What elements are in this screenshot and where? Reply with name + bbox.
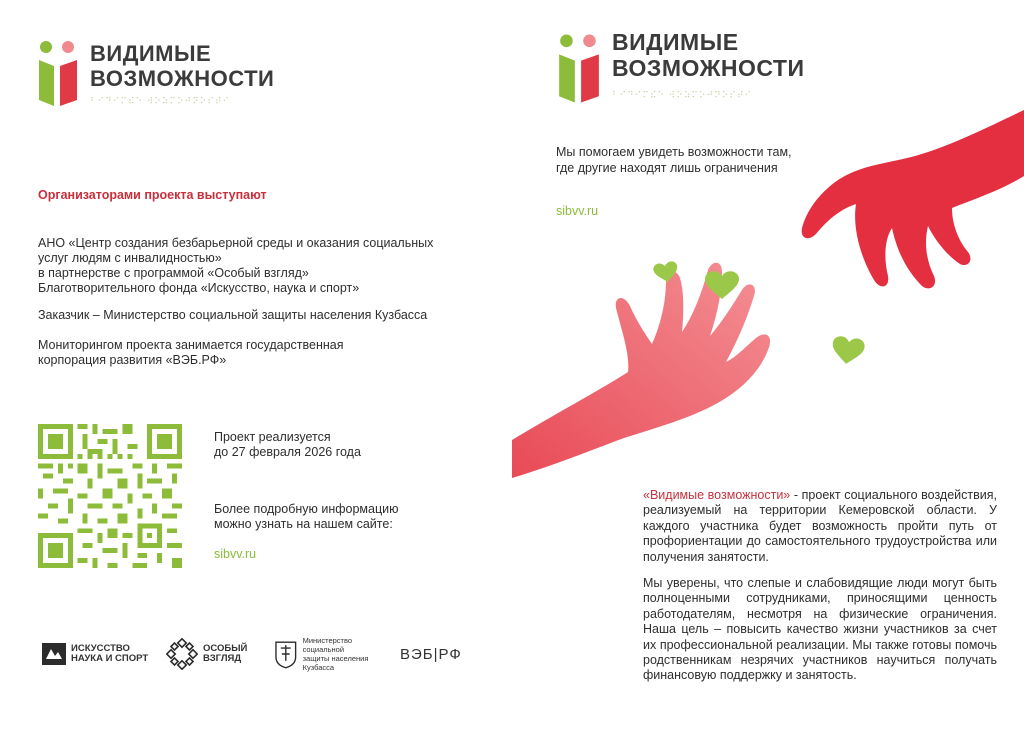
- brand-name: [612, 30, 805, 82]
- partner-logos: [42, 636, 492, 672]
- project-description-text: - проект социального воздействия, реализуемый на территории Кемеровской области. У каждого участника будет возможность пройти путь от профориентации до самостоятельного трудоустройства или получения занятости.: [643, 488, 997, 564]
- more-info-text: [214, 502, 399, 532]
- braille-text: ⠃⠊⠙⠊⠍⠮⠑ ⠺⠕⠵⠍⠕⠚⠝⠕⠎⠞⠊: [612, 90, 753, 100]
- osobyi-line: ОСОБЫЙ: [203, 643, 248, 654]
- osobyi-line: ВЗГЛЯД: [203, 653, 242, 664]
- qr-code[interactable]: [38, 424, 182, 568]
- osobyi-vzglyad-label: [203, 644, 247, 664]
- more-info-line: Более подробную информацию: [214, 502, 399, 516]
- ministry-line: защиты населения: [302, 654, 369, 663]
- brand-logo-icon: [556, 32, 602, 104]
- brand-name: [90, 42, 274, 91]
- organizers-list: [38, 236, 468, 296]
- iskusstvo-label: [71, 644, 148, 664]
- site-link[interactable]: sibvv.ru: [556, 204, 599, 218]
- braille-text: ⠃⠊⠙⠊⠍⠮⠑ ⠺⠕⠵⠍⠕⠚⠝⠕⠎⠞⠊: [90, 96, 231, 106]
- organizers-line: в партнерстве с программой «Особый взгляд»: [38, 266, 309, 280]
- veb-logo-text: ВЭБ|РФ: [400, 645, 462, 663]
- brand-line1: ВИДИМЫЕ: [90, 41, 212, 66]
- coat-of-arms-icon: [274, 639, 298, 669]
- brand-line2: ВОЗМОЖНОСТИ: [90, 65, 275, 91]
- ministry-line: Кузбасса: [302, 663, 335, 672]
- partner-ministry: [274, 636, 394, 672]
- project-deadline-line: до 27 февраля 2026 года: [214, 445, 361, 459]
- brand-logo-icon: [36, 40, 80, 106]
- partner-veb: [400, 636, 490, 672]
- slogan-line: Мы помогаем увидеть возможности там,: [556, 145, 792, 159]
- osobyi-vzglyad-logo-icon: [166, 638, 198, 670]
- organizers-line: АНО «Центр создания безбарьерной среды и оказания социальных: [38, 236, 434, 250]
- partner-iskusstvo: [42, 636, 157, 672]
- project-name-highlight: «Видимые возможности»: [643, 488, 791, 502]
- iskusstvo-line: НАУКА И СПОРТ: [71, 653, 149, 664]
- monitoring-text: [38, 338, 468, 368]
- hands-illustration: [512, 100, 1024, 500]
- customer-text: Заказчик – Министерство социальной защиты населения Кузбасса: [38, 308, 428, 322]
- ministry-line: Министерство социальной: [302, 636, 353, 654]
- project-deadline-line: Проект реализуется: [214, 430, 331, 444]
- brand-line1: ВИДИМЫЕ: [612, 29, 739, 55]
- iskusstvo-line: ИСКУССТВО: [71, 643, 130, 654]
- mission-text: Мы уверены, что слепые и слабовидящие люди могут быть полноценными сотрудниками, приносящими ценность работодателям, несмотря на физические ограничения. Наша цель – повысить качество жизни участников за счет их профессиональной реализации. Мы также готовы помочь родственникам незрячих участников научиться получать финансовую поддержку и занятость.: [643, 576, 997, 683]
- more-info-line: можно узнать на нашем сайте:: [214, 517, 393, 531]
- partner-osobyi-vzglyad: [166, 636, 261, 672]
- iskusstvo-logo-icon: [42, 643, 66, 665]
- organizers-heading: Организаторами проекта выступают: [38, 188, 267, 202]
- brand-line2: ВОЗМОЖНОСТИ: [612, 54, 805, 81]
- ministry-label: [303, 636, 394, 672]
- site-link[interactable]: sibvv.ru: [214, 547, 257, 561]
- monitoring-line: корпорация развития «ВЭБ.РФ»: [38, 353, 227, 367]
- organizers-line: Благотворительного фонда «Искусство, наука и спорт»: [38, 281, 360, 295]
- monitoring-line: Мониторингом проекта занимается государственная: [38, 338, 344, 352]
- slogan-line: где другие находят лишь ограничения: [556, 161, 778, 175]
- project-description: [643, 488, 997, 565]
- organizers-line: услуг людям с инвалидностью»: [38, 251, 222, 265]
- project-deadline: [214, 430, 361, 460]
